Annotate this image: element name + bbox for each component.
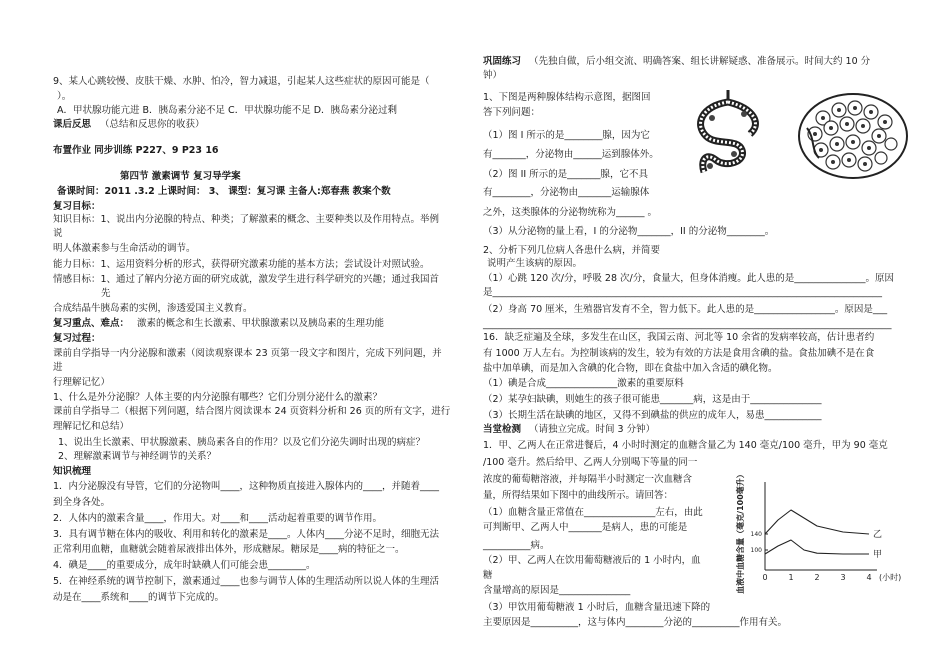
- right-text-line: 有________，分泌物由_______运输腺体: [483, 187, 650, 198]
- right-text-line: 当堂检测: [483, 424, 522, 435]
- left-text-line: 布置作业 同步训练 P227、9 P23 16: [53, 145, 219, 156]
- gland-diagram-2: [793, 88, 911, 184]
- left-text-line: 能力目标：1、运用资料分析的形式，获得研究激素功能的基本方法；尝试设计对照试验。: [53, 259, 430, 270]
- left-text-line: 1．内分泌腺没有导管，它们的分泌物叫____，这种物质直接进入腺体内的____，并随着____: [53, 481, 440, 492]
- left-text-line: 1、说出生长激素、甲状腺激素、胰岛素各自的作用？以及它们分泌失调时出现的病症？: [58, 437, 426, 448]
- left-text-line: 3．具有调节糖在体内的吸收、利用和转化的激素是____。人体内____分泌不足时，细胞无法: [53, 529, 440, 540]
- chart-axes: [765, 482, 877, 570]
- right-text-line: （请独立完成。时间 3 分钟）: [529, 424, 656, 435]
- right-text-line: 说明产生该病的原因。: [487, 258, 583, 269]
- right-text-line: 含量增高的原因是_______________: [483, 585, 631, 596]
- right-text-line: 答下列问题：: [483, 107, 541, 118]
- left-text-line: 9、某人心跳较慢、皮肤干燥、水肿、怕冷，智力减退，引起某人这些症状的原因可能是（: [53, 76, 430, 87]
- left-text-line: （总结和反思你的收获）: [100, 119, 205, 130]
- x-tick-label: 2: [814, 573, 820, 582]
- left-text-line: 4．碘是____的重要成分，成年时缺碘人们可能会患________。: [53, 560, 316, 571]
- left-text-line: 复习过程：: [53, 333, 101, 344]
- left-text-line: 备课时间：2011 .3.2 上课时间： 3、 课型：复习课 主备人:郑春燕 教案个数: [57, 186, 391, 197]
- left-text-line: 课后反思: [53, 119, 92, 130]
- left-text-line: 1、什么是外分泌腺？人体主要的内分泌腺有哪些？它们分别分泌什么的激素？: [53, 392, 383, 403]
- x-tick-label: 0: [762, 573, 768, 582]
- left-text-line: 正常利用血糖，血糖就会随着尿液排出体外，形成糖尿。糖尿是____病的特征之一。: [53, 544, 405, 555]
- right-text-line: __________病。: [483, 540, 550, 551]
- right-text-line: （1）图 I 所示的是________腺，因为它: [483, 130, 650, 141]
- chart-series: [765, 510, 882, 560]
- right-text-line: （1）碘是合成_______________激素的重要原料: [483, 378, 684, 389]
- left-text-line: 到全身各处。: [53, 497, 111, 508]
- left-text-line: 课前自学指导一内分泌腺和激素（阅读观察课本 23 页第一段文字和图片，完成下列问题，并: [53, 348, 442, 359]
- right-text-line: ______________________________________________________________________________________: [483, 319, 892, 330]
- right-text-line: 浓度的葡萄糖溶液，并每隔半小时测定一次血糖含: [483, 474, 693, 485]
- x-tick-label: 3: [840, 573, 846, 582]
- left-text-line: 知识梳理: [53, 466, 92, 477]
- right-text-line: 主要原因是__________，这与体内________分泌的__________作用有关。: [483, 617, 788, 628]
- right-text-line: （3）长期生活在缺碘的地区，又得不到碘盐的供应的成年人，易患____________: [483, 410, 822, 421]
- left-text-line: 先: [101, 288, 111, 299]
- right-text-line: 可判断甲、乙两人中_______是病人，患的可能是: [483, 522, 688, 533]
- left-text-line: 行理解记忆）: [53, 377, 111, 388]
- left-text-line: 激素的概念和生长激素、甲状腺激素以及胰岛素的生理功能: [137, 318, 385, 329]
- right-text-line: （先独自做，后小组交流、明确答案、组长讲解疑惑、准备展示。时间大约 10 分: [529, 56, 871, 67]
- right-text-line: 有 1000 万人左右。为控制该病的发生，较为有效的方法是食用含碘的盐。食盐加碘不是在食: [483, 348, 875, 359]
- right-text-line: 16．缺乏症遍及全球，多发生在山区，我国云南、河北等 10 余省的发病率较高，估计患者约: [483, 332, 875, 343]
- chart-ylabel: [735, 470, 745, 594]
- left-text-line: 5．在神经系统的调节控制下，激素通过____也参与调节人体的生理活动所以说人体的生理活: [53, 576, 440, 587]
- left-text-line: 说: [53, 228, 63, 239]
- right-text-line: 有_______，分泌物由______运到腺体外。: [483, 149, 659, 160]
- left-text-line: A．甲状腺功能亢进 B．胰岛素分泌不足 C．甲状腺功能不足 D．胰岛素分泌过剩: [57, 105, 398, 116]
- right-text-line: 是__________________________________________________________________________________: [483, 287, 883, 298]
- right-text-line: （3）甲饮用葡萄糖液 1 小时后，血糖含量迅速下降的: [483, 602, 711, 613]
- left-text-line: 2．人体内的激素含量____，作用大。对____和____活动起着重要的调节作用。: [53, 513, 383, 524]
- x-axis-label: (小时): [879, 573, 902, 582]
- right-text-line: （2）甲、乙两人在饮用葡萄糖液后的 1 小时内，血: [483, 555, 701, 566]
- left-text-line: 知识目标：1、说出内分泌腺的特点、种类；了解激素的概念、主要种类以及作用特点。举例: [53, 214, 440, 225]
- y-tick-label: 140: [750, 531, 762, 538]
- left-text-line: ）。: [57, 91, 72, 102]
- right-text-line: （3）从分泌物的量上看，I 的分泌物_______，II 的分泌物________。: [483, 226, 775, 237]
- right-text-line: （1）血糖含量正常值在_______________左右，由此: [483, 507, 703, 518]
- series-line-2: [765, 540, 869, 554]
- right-text-line: /100 毫升。然后给甲、乙两人分别喝下等量的同一: [483, 457, 698, 468]
- right-text-line: （2）图 II 所示的是_______腺，它不具: [483, 169, 648, 180]
- left-text-line: 动是在____系统和____的调节下完成的。: [53, 592, 225, 603]
- right-text-line: 2、分析下列几位病人各患什么病，并简要: [483, 245, 661, 256]
- left-text-line: 理解记忆和总结）: [53, 421, 130, 432]
- x-tick-label: 4: [866, 573, 872, 582]
- right-text-line: 钟）: [483, 70, 503, 81]
- right-text-line: 巩固练习: [483, 56, 522, 67]
- left-text-line: 2、理解激素调节与神经调节的关系？: [58, 451, 217, 462]
- left-text-line: 课前自学指导二（根据下列问题，结合图片阅读课本 24 页资料分析和 26 页的所有文字，进行: [53, 406, 451, 417]
- right-text-line: 盐中加单碘，而是加入含碘的化合物，即在食盐中加入含适的碘化物。: [483, 363, 778, 374]
- right-text-line: 1．甲、乙两人在正常进餐后，4 小时时测定的血糖含量乙为 140 毫克/100 毫升，甲为 90 毫克: [483, 440, 888, 451]
- right-text-line: （2）某孕妇缺碘，则她生的孩子很可能患_______病，这是由于_______________: [483, 394, 822, 405]
- series-label: 甲: [873, 550, 883, 560]
- left-text-line: 复习重点、难点：: [53, 318, 130, 329]
- y-tick-label: 100: [750, 547, 762, 554]
- right-text-line: 糖: [483, 570, 493, 581]
- right-text-line: 之外，这类腺体的分泌物统称为______ 。: [483, 207, 658, 218]
- left-text-line: 复习目标：: [53, 201, 101, 212]
- left-text-line: 情感目标：1、通过了解内分泌方面的研究成就，激发学生进行科学研究的兴趣；通过我国首: [53, 274, 440, 285]
- left-text-line: 合成结晶牛胰岛素的实例，渗透爱国主义教育。: [53, 303, 253, 314]
- series-label: 乙: [873, 530, 883, 540]
- gland-diagram-1: [682, 88, 774, 180]
- left-text-line: 进: [53, 362, 63, 373]
- right-text-line: （2）身高 70 厘米，生殖器官发育不全，智力低下。此人患的是_________________。原因是___: [483, 304, 888, 315]
- series-line-1: [765, 510, 869, 534]
- blood-glucose-chart: [727, 470, 902, 594]
- left-text-line: 第四节 激素调节 复习导学案: [120, 171, 241, 182]
- x-tick-label: 1: [788, 573, 794, 582]
- left-text-line: 明人体激素参与生命活动的调节。: [53, 243, 196, 254]
- right-text-line: 1、下图是两种腺体结构示意图，据图回: [483, 92, 651, 103]
- y-axis-label: 血液中血糖含量（毫克/100毫升）: [736, 470, 745, 594]
- right-text-line: （1）心跳 120 次/分，呼吸 28 次/分，食量大，但身体消瘦。此人患的是_______________。原因: [483, 273, 894, 284]
- right-text-line: 量，所得结果如下图中的曲线所示。请回答：: [483, 490, 674, 501]
